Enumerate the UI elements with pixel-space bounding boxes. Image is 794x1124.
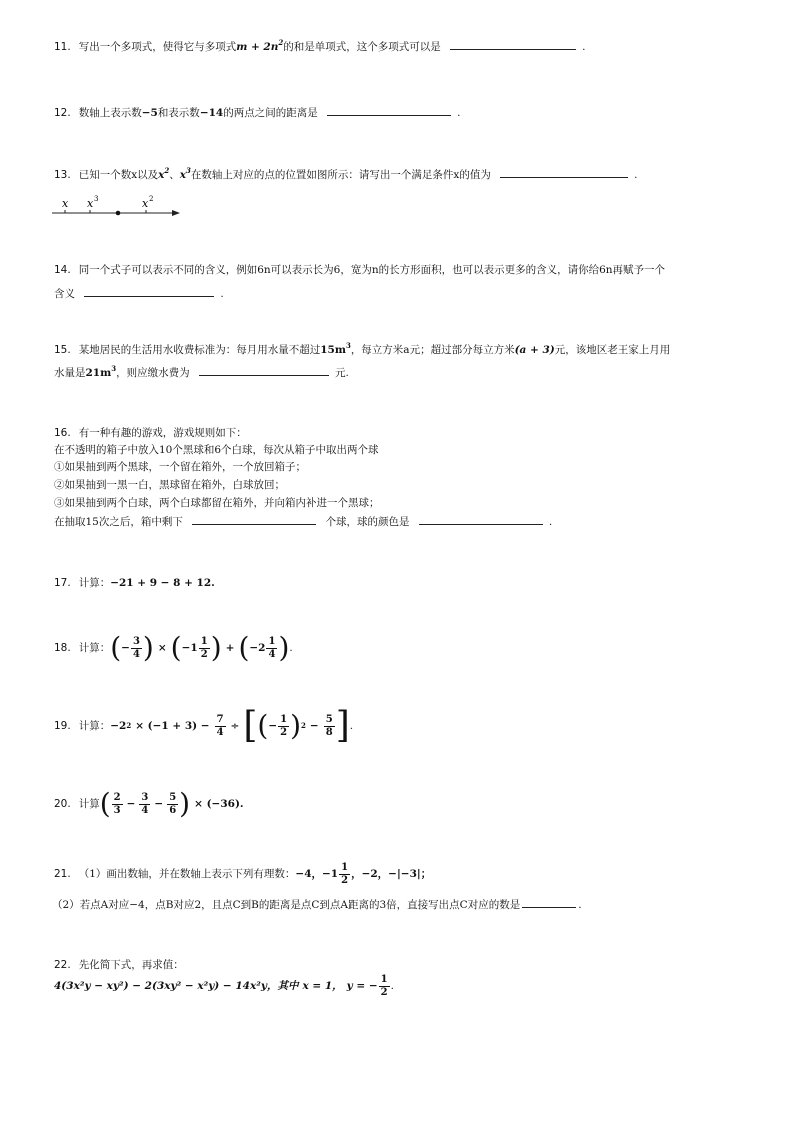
question-22 (54, 958, 184, 973)
question-16-line (54, 496, 380, 511)
question-text: 写出一个多项式，使得它与多项式 (78, 41, 237, 53)
exponent: 2 (278, 38, 284, 47)
question-text: 计算： (78, 641, 111, 654)
period: . (548, 516, 553, 528)
minus-sign: − (268, 719, 278, 732)
question-number: 22. (54, 959, 71, 971)
question-number: 20. (54, 797, 71, 810)
question-text: 计算： (78, 719, 111, 732)
fraction: $\frac{1}{2}$ (280, 713, 288, 738)
question-number: 21. (54, 868, 71, 880)
answer-blank[interactable] (327, 104, 451, 116)
period: . (634, 169, 638, 181)
fraction: $\frac{1}{2}$ (200, 635, 208, 660)
answer-blank[interactable] (192, 513, 316, 525)
question-16-line (54, 443, 379, 458)
question-17 (54, 576, 215, 591)
fraction: $\frac{5}{6}$ (169, 791, 177, 816)
question-text: ，每立方米a元；超过部分每立方米 (350, 344, 515, 356)
plus-sign: + (225, 641, 235, 654)
question-16-line (54, 513, 552, 530)
exponent: 2 (164, 166, 170, 175)
question-text: 元，该地区老王家上月用 (554, 344, 671, 356)
math-expression: 4(3x²y − xy²) − 2(3xy² − x²y) − 14x²y，其中 (54, 980, 299, 992)
divide-sign: ÷ (230, 719, 240, 732)
exponent: 3 (186, 166, 191, 175)
question-text: 某地居民的生活用水收费标准为：每月用水量不超过 (78, 344, 321, 356)
period: . (582, 41, 586, 53)
question-text: 计算 (78, 797, 100, 810)
fraction: $\frac{1}{2}$ (380, 974, 388, 998)
minus-sign: − (309, 719, 319, 732)
math-value: ，−2，−|−3|； (351, 868, 432, 880)
period: . (578, 899, 582, 911)
rule-item: ②如果抽到一黑一白，黑球留在箱外，白球放回； (54, 479, 285, 491)
question-text: 的和是单项式，这个多项式可以是 (283, 41, 441, 53)
period: . (349, 719, 354, 732)
math-value: −14 (199, 107, 224, 119)
question-15 (54, 343, 670, 358)
math-expression: −21 + 9 − 8 + 12. (110, 577, 215, 589)
minus-sign: − (126, 797, 136, 810)
period: . (390, 980, 394, 992)
condition-y: y = − (346, 980, 378, 992)
question-text: （2）若点A对应−4，点B对应2，且点C到B的距离是点C到点A距离的3倍，直接写出点C对应的数是 (52, 899, 521, 911)
question-number: 15. (54, 344, 71, 356)
whole-part: −2 (249, 641, 266, 654)
question-19: 19. 计算： −2 2 × (−1 + 3) − $\frac{7}{4}$ ÷ [ ( − $\frac{1}{2}$ ) 2 − $\frac{5}{8}$ ] . (54, 705, 354, 746)
math-var: x (179, 169, 187, 181)
question-text: 已知一个数x以及 (78, 169, 159, 181)
question-text: ，则应缴水费为 (116, 367, 190, 379)
question-text: 水量是 (54, 367, 86, 379)
axis-arrow (172, 210, 180, 216)
minus-sign: − (154, 797, 164, 810)
rule-item: ①如果抽到两个黑球，一个留在箱外，一个放回箱子； (54, 461, 306, 473)
label-x3: x (87, 197, 94, 210)
period: . (457, 107, 461, 119)
question-text: 数轴上表示数 (78, 107, 142, 119)
question-13 (54, 166, 638, 183)
question-20: 20. 计算 ( $\frac{2}{3}$ − $\frac{3}{4}$ − $\frac{5}{6}$ ) × (−36). (54, 787, 244, 820)
math-expression: m + 2n (236, 41, 279, 53)
question-12 (54, 104, 460, 121)
answer-blank[interactable] (522, 896, 576, 908)
question-number: 14. (54, 264, 71, 276)
question-18: 18. 计算： ( − $\frac{3}{4}$ ) × ( −1 $\frac{1}{2}$ ) + ( −2 $\frac{1}{4}$ ) . (54, 631, 293, 664)
fraction: $\frac{5}{8}$ (325, 713, 333, 738)
question-14 (54, 263, 665, 278)
question-16 (54, 426, 247, 441)
question-text: 有一种有趣的游戏，游戏规则如下： (78, 427, 247, 439)
question-number: 16. (54, 427, 71, 439)
answer-blank[interactable] (450, 38, 576, 50)
math-expression: (a + 3) (514, 344, 555, 356)
question-text: 先化简下式，再求值： (78, 959, 184, 971)
question-text: 和表示数 (157, 107, 200, 119)
math-var: x (158, 169, 165, 181)
math-value: −5 (141, 107, 158, 119)
answer-blank[interactable] (419, 513, 543, 525)
question-15-line2 (54, 364, 349, 381)
condition-x: x = 1， (302, 980, 343, 992)
rule-item: ③如果抽到两个白球，两个白球都留在箱外，并向箱内补进一个黑球； (54, 497, 380, 509)
question-number: 17. (54, 577, 71, 589)
exponent: 3 (345, 341, 351, 350)
question-11 (54, 38, 585, 55)
label-x2: x (142, 197, 149, 210)
question-text: 在不透明的箱子中放入10个黑球和6个白球，每次从箱子中取出两个球 (54, 444, 379, 456)
whole-part: −1 (322, 868, 339, 880)
separator: 、 (169, 169, 180, 181)
question-text: 的两点之间的距离是 (223, 107, 318, 119)
question-text: 个球，球的颜色是 (325, 516, 410, 528)
question-text: 在抽取15次之后，箱中剩下 (54, 516, 183, 528)
period: . (220, 288, 224, 300)
question-text: 在数轴上对应的点的位置如图所示：请写出一个满足条件x的值为 (190, 169, 491, 181)
label-x3-exp: 3 (94, 195, 99, 203)
question-text: 含义 (54, 288, 75, 300)
question-16-line (54, 460, 306, 475)
question-16-line (54, 478, 285, 493)
fraction: $\frac{3}{4}$ (141, 791, 149, 816)
question-number: 18. (54, 641, 71, 654)
fraction: $\frac{7}{4}$ (216, 713, 224, 738)
question-21-part2 (52, 896, 582, 913)
whole-part: −1 (181, 641, 198, 654)
fraction: $\frac{1}{4}$ (268, 635, 276, 660)
question-text: 同一个式子可以表示不同的含义，例如6n可以表示长为6，宽为n的长方形面积，也可以表示更多的含义，请你给6n再赋予一个 (78, 264, 666, 276)
fraction: $\frac{2}{3}$ (113, 791, 121, 816)
minus-sign: − (121, 641, 130, 654)
label-x: x (62, 197, 69, 210)
answer-blank[interactable] (500, 166, 628, 178)
math-expression: × (−36). (194, 797, 244, 810)
question-21 (54, 862, 431, 887)
question-text: （1）画出数轴，并在数轴上表示下列有理数： (78, 868, 296, 880)
fraction: $\frac{3}{4}$ (132, 635, 140, 660)
label-x2-exp: 2 (149, 195, 154, 203)
times-sign: × (157, 641, 167, 654)
question-number: 11. (54, 41, 71, 53)
math-value: 15m (320, 344, 346, 356)
question-14-line2 (54, 285, 224, 302)
period: . (289, 641, 293, 654)
origin-dot (116, 211, 121, 216)
unit: 元. (334, 367, 349, 379)
question-number: 19. (54, 719, 71, 732)
question-number: 12. (54, 107, 71, 119)
number-line-figure (52, 193, 186, 223)
question-22-expression (54, 974, 394, 999)
question-text: 计算： (78, 577, 111, 589)
question-number: 13. (54, 169, 71, 181)
math-value: 21m (85, 367, 112, 379)
math-expression: × (−1 + 3) − (135, 719, 210, 732)
answer-blank[interactable] (199, 364, 329, 376)
math-value: −2 (110, 719, 127, 732)
answer-blank[interactable] (84, 285, 214, 297)
fraction: $\frac{1}{2}$ (341, 862, 349, 886)
math-value: −4， (295, 868, 322, 880)
exponent: 3 (111, 364, 117, 373)
